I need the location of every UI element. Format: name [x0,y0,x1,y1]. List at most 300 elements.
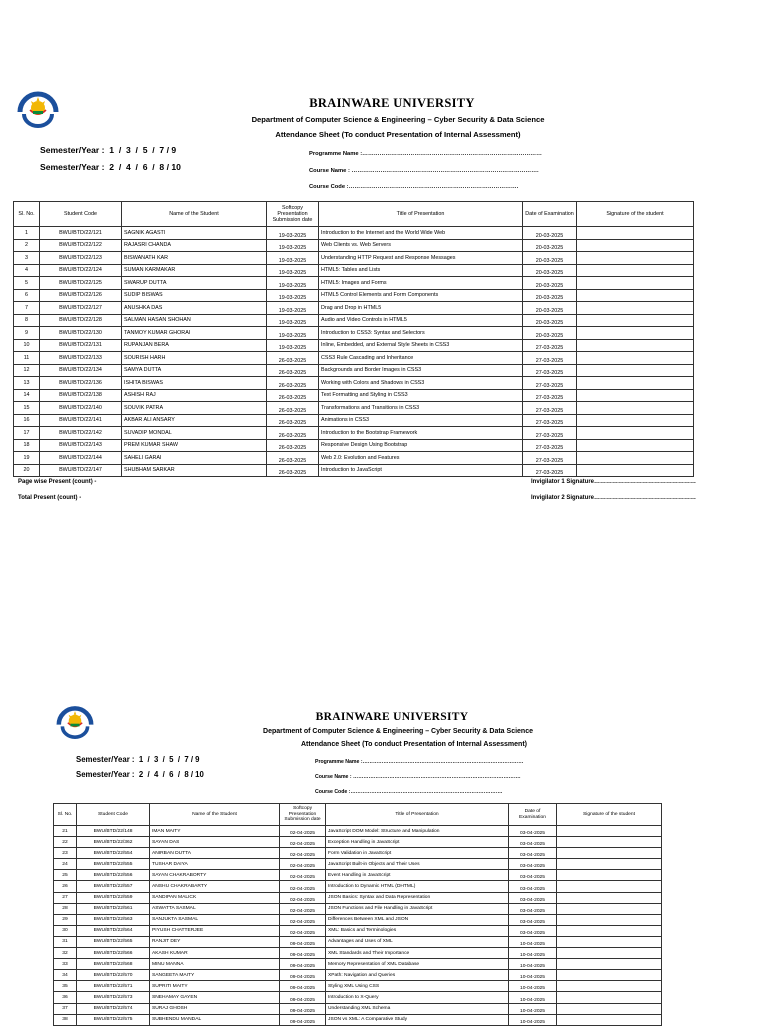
submission-date: 09-04-2025 [280,959,326,970]
presentation-title: Introduction to the Bootstrap Framework [319,427,523,440]
submission-date: 02-04-2025 [280,848,326,859]
exam-date: 20-03-2025 [523,314,577,327]
submission-date: 26-03-2025 [267,452,319,465]
serial-number: 6 [14,289,40,302]
student-name: SANGEETA MAITY [150,970,280,981]
exam-date: 03-04-2025 [509,881,557,892]
presentation-title: HTML5: Tables and Lists [319,264,523,277]
presentation-title: Introduction to JavaScript [319,464,523,477]
presentation-title: Working with Colors and Shadows in CSS3 [319,377,523,390]
presentation-title: Inline, Embedded, and External Style Sheets in CSS3 [319,339,523,352]
exam-date: 20-03-2025 [523,277,577,290]
submission-date: 26-03-2025 [267,352,319,365]
presentation-title: Text Formatting and Styling in CSS3 [319,389,523,402]
signature-cell [557,848,662,859]
table-row [14,339,694,352]
exam-date: 03-04-2025 [509,925,557,936]
student-code: BWU/BTD/22/571 [77,981,150,992]
presentation-title: JavaScript DOM Model: Structure and Manipulation [326,826,509,837]
presentation-title: Advantages and Uses of XML [326,936,509,947]
student-name: AKBAR ALI ANSARY [122,414,267,427]
invigilator-1-signature: Invigilator 1 Signature…………………………………………… [531,479,697,485]
exam-date: 20-03-2025 [523,327,577,340]
submission-date: 09-04-2025 [280,948,326,959]
table-row [14,314,694,327]
student-code: BWU/BTD/22/130 [40,327,122,340]
serial-number: 15 [14,402,40,415]
student-code: BWU/BTD/22/573 [77,992,150,1003]
student-name: SALMAN HASAN SHOHAN [122,314,267,327]
signature-cell [577,377,694,390]
submission-date: 02-04-2025 [280,914,326,925]
table-row [14,227,694,240]
student-name: ANSHU CHAKRABARTY [150,881,280,892]
student-name: SANJUKTA SASMAL [150,914,280,925]
submission-date: 26-03-2025 [267,414,319,427]
serial-number: 34 [54,970,77,981]
submission-date: 02-04-2025 [280,837,326,848]
student-name: SUDIP BISWAS [122,289,267,302]
serial-number: 12 [14,364,40,377]
exam-date: 27-03-2025 [523,389,577,402]
exam-date: 20-03-2025 [523,289,577,302]
submission-date: 19-03-2025 [267,314,319,327]
programme-name-field: Programme Name :………………………………………………………………………………… [309,151,542,157]
student-name: RUPANJAN BERA [122,339,267,352]
student-code: BWU/BTD/22/127 [40,302,122,315]
exam-date: 10-04-2025 [509,1003,557,1014]
column-header: Title of Presentation [326,804,509,826]
serial-number: 13 [14,377,40,390]
table-row [14,352,694,365]
student-name: PIYUSH CHATTERJEE [150,925,280,936]
exam-date: 10-04-2025 [509,936,557,947]
presentation-title: Form Validation in JavaScript [326,848,509,859]
serial-number: 37 [54,1003,77,1014]
serial-number: 19 [14,452,40,465]
student-name: RANJIT DEY [150,936,280,947]
table-row [54,892,662,903]
serial-number: 17 [14,427,40,440]
signature-cell [577,364,694,377]
programme-name-field: Programme Name :………………………………………………………………………………… [315,759,524,765]
signature-cell [557,892,662,903]
column-header: Signature of the student [577,202,694,227]
student-code: BWU/BTD/22/121 [40,227,122,240]
submission-date: 09-04-2025 [280,936,326,947]
student-name: BISWANATH KAR [122,252,267,265]
signature-cell [577,302,694,315]
submission-date: 26-03-2025 [267,427,319,440]
student-name: SUPRITI MAITY [150,981,280,992]
student-name: SHUBHAM SARKAR [122,464,267,477]
page-wise-present-label: Page wise Present (count) - [18,479,97,485]
table-row [54,925,662,936]
serial-number: 5 [14,277,40,290]
course-code-field: Course Code :……………………………………………………………………………. [309,184,519,190]
table-row [14,452,694,465]
signature-cell [557,959,662,970]
exam-date: 03-04-2025 [509,859,557,870]
submission-date: 09-04-2025 [280,981,326,992]
signature-cell [577,227,694,240]
submission-date: 19-03-2025 [267,277,319,290]
exam-date: 20-03-2025 [523,252,577,265]
submission-date: 26-03-2025 [267,389,319,402]
student-code: BWU/BTD/22/561 [77,903,150,914]
serial-number: 32 [54,948,77,959]
table-row [54,992,662,1003]
student-code: BWU/BTD/22/143 [40,439,122,452]
serial-number: 33 [54,959,77,970]
presentation-title: HTML5: Images and Forms [319,277,523,290]
presentation-title: Web 2.0: Evolution and Features [319,452,523,465]
student-name: SOUVIK PATRA [122,402,267,415]
serial-number: 27 [54,892,77,903]
signature-cell [557,981,662,992]
presentation-title: JSON Basics: Syntax and Data Representation [326,892,509,903]
student-name: SAYAN CHAKRABORTY [150,870,280,881]
student-code: BWU/BTD/22/555 [77,859,150,870]
submission-date: 02-04-2025 [280,859,326,870]
exam-date: 20-03-2025 [523,239,577,252]
serial-number: 28 [54,903,77,914]
exam-date: 10-04-2025 [509,981,557,992]
signature-cell [577,389,694,402]
department-title: Department of Computer Science & Engineering – Cyber Security & Data Science [263,728,533,735]
submission-date: 02-04-2025 [280,826,326,837]
signature-cell [577,277,694,290]
presentation-title: CSS3 Rule Cascading and Inheritance [319,352,523,365]
serial-number: 38 [54,1014,77,1025]
table-row [14,302,694,315]
signature-cell [577,414,694,427]
presentation-title: Introduction to Dynamic HTML (DHTML) [326,881,509,892]
submission-date: 19-03-2025 [267,289,319,302]
submission-date: 02-04-2025 [280,903,326,914]
table-row [14,389,694,402]
serial-number: 22 [54,837,77,848]
university-name: BRAINWARE UNIVERSITY [315,711,469,723]
presentation-title: XPath: Navigation and Queries [326,970,509,981]
student-code: BWU/BTD/22/131 [40,339,122,352]
exam-date: 03-04-2025 [509,837,557,848]
university-name: BRAINWARE UNIVERSITY [309,96,475,110]
student-code: BWU/BTD/22/142 [40,427,122,440]
exam-date: 27-03-2025 [523,414,577,427]
signature-cell [557,936,662,947]
presentation-title: Understanding HTTP Request and Response Messages [319,252,523,265]
student-code: BWU/BTD/22/148 [77,826,150,837]
table-row [54,1003,662,1014]
student-code: BWU/BTD/22/559 [77,892,150,903]
serial-number: 25 [54,870,77,881]
exam-date: 27-03-2025 [523,377,577,390]
submission-date: 19-03-2025 [267,327,319,340]
submission-date: 19-03-2025 [267,252,319,265]
student-code: BWU/BTD/22/362 [77,837,150,848]
signature-cell [577,452,694,465]
student-name: SAHELI GARAI [122,452,267,465]
presentation-title: Differences Between XML and JSON [326,914,509,925]
presentation-title: Animations in CSS3 [319,414,523,427]
serial-number: 31 [54,936,77,947]
attendance-table [53,803,662,1026]
serial-number: 30 [54,925,77,936]
submission-date: 26-03-2025 [267,377,319,390]
signature-cell [557,925,662,936]
column-header: Student Code [77,804,150,826]
presentation-title: Styling XML Using CSS [326,981,509,992]
presentation-title: JSON Functions and File Handling in JavaScript [326,903,509,914]
exam-date: 03-04-2025 [509,848,557,859]
serial-number: 26 [54,881,77,892]
student-name: IMAN MAITY [150,826,280,837]
exam-date: 20-03-2025 [523,264,577,277]
table-row [54,936,662,947]
table-row [54,826,662,837]
student-name: TUSHAR DAIYA [150,859,280,870]
serial-number: 23 [54,848,77,859]
student-code: BWU/BTD/22/123 [40,252,122,265]
student-code: BWU/BTD/22/140 [40,402,122,415]
signature-cell [557,859,662,870]
serial-number: 16 [14,414,40,427]
submission-date: 26-03-2025 [267,439,319,452]
signature-cell [557,1003,662,1014]
column-header: Signature of the student [557,804,662,826]
student-code: BWU/BTD/22/557 [77,881,150,892]
presentation-title: Introduction to the Internet and the World Wide Web [319,227,523,240]
student-name: SURAJ GHOSH [150,1003,280,1014]
student-name: ANIRBAN DUTTA [150,848,280,859]
student-name: SAGNIK AGASTI [122,227,267,240]
table-row [14,439,694,452]
column-header: Softcopy Presentation Submission date [267,202,319,227]
signature-cell [557,914,662,925]
presentation-title: Introduction to CSS3: Syntax and Selectors [319,327,523,340]
student-code: BWU/BTD/22/566 [77,948,150,959]
course-name-field: Course Name : ……………………………………………………………………………………. [315,774,521,780]
student-code: BWU/BTD/22/136 [40,377,122,390]
table-row [54,948,662,959]
serial-number: 7 [14,302,40,315]
exam-date: 03-04-2025 [509,914,557,925]
student-name: SANDIPAN MALICK [150,892,280,903]
student-code: BWU/BTD/22/147 [40,464,122,477]
table-header-row [54,804,662,826]
serial-number: 20 [14,464,40,477]
table-row [14,464,694,477]
presentation-title: Transformations and Transitions in CSS3 [319,402,523,415]
table-row [54,970,662,981]
presentation-title: JavaScript Built-in Objects and Their Uses [326,859,509,870]
student-name: SAYAN DAS [150,837,280,848]
signature-cell [577,252,694,265]
signature-cell [577,402,694,415]
exam-date: 20-03-2025 [523,227,577,240]
serial-number: 21 [54,826,77,837]
submission-date: 26-03-2025 [267,364,319,377]
student-name: SAMYA DUTTA [122,364,267,377]
presentation-title: Introduction to X-Query [326,992,509,1003]
exam-date: 10-04-2025 [509,970,557,981]
presentation-title: XML Standards and Their Importance [326,948,509,959]
table-row [54,903,662,914]
presentation-title: Responsive Design Using Bootstrap [319,439,523,452]
presentation-title: XML: Basics and Terminologies [326,925,509,936]
serial-number: 10 [14,339,40,352]
department-title: Department of Computer Science & Engineering – Cyber Security & Data Science [251,115,545,124]
semester-odd: Semester/Year : 1 / 3 / 5 / 7 / 9 [76,755,200,764]
submission-date: 09-04-2025 [280,970,326,981]
column-header: Sl. No. [14,202,40,227]
serial-number: 4 [14,264,40,277]
column-header: Name of the Student [122,202,267,227]
table-row [14,277,694,290]
presentation-title: JSON vs XML: A Comparative Study [326,1014,509,1025]
column-header: Sl. No. [54,804,77,826]
table-row [14,239,694,252]
submission-date: 19-03-2025 [267,227,319,240]
table-row [14,264,694,277]
submission-date: 26-03-2025 [267,402,319,415]
student-name: SNEHAMAY GAYEN [150,992,280,1003]
exam-date: 10-04-2025 [509,948,557,959]
serial-number: 8 [14,314,40,327]
serial-number: 24 [54,859,77,870]
exam-date: 10-04-2025 [509,959,557,970]
invigilator-2-signature: Invigilator 2 Signature…………………………………………… [531,495,697,501]
student-code: BWU/BTD/22/125 [40,277,122,290]
submission-date: 09-04-2025 [280,1014,326,1025]
column-header: Name of the Student [150,804,280,826]
student-name: ISHITA BISWAS [122,377,267,390]
table-row [54,881,662,892]
student-code: BWU/BTD/22/128 [40,314,122,327]
serial-number: 1 [14,227,40,240]
presentation-title: Memory Representation of XML Database [326,959,509,970]
student-name: MINU MANNA [150,959,280,970]
serial-number: 29 [54,914,77,925]
submission-date: 19-03-2025 [267,339,319,352]
student-code: BWU/BTD/22/574 [77,1003,150,1014]
serial-number: 18 [14,439,40,452]
column-header: Date of Examination [509,804,557,826]
semester-odd: Semester/Year : 1 / 3 / 5 / 7 / 9 [40,145,177,155]
serial-number: 3 [14,252,40,265]
student-name: ANUSHKA DAS [122,302,267,315]
submission-date: 02-04-2025 [280,881,326,892]
submission-date: 19-03-2025 [267,302,319,315]
student-name: ASHISH RAJ [122,389,267,402]
signature-cell [577,327,694,340]
course-name-field: Course Name : ……………………………………………………………………………………. [309,168,539,174]
serial-number: 35 [54,981,77,992]
student-code: BWU/BTD/22/568 [77,959,150,970]
signature-cell [577,464,694,477]
serial-number: 2 [14,239,40,252]
table-row [54,848,662,859]
exam-date: 03-04-2025 [509,870,557,881]
submission-date: 02-04-2025 [280,892,326,903]
exam-date: 03-04-2025 [509,903,557,914]
student-name: SWARUP DUTTA [122,277,267,290]
student-code: BWU/BTD/22/122 [40,239,122,252]
signature-cell [577,239,694,252]
signature-cell [577,439,694,452]
student-name: PREM KUMAR SHAW [122,439,267,452]
serial-number: 9 [14,327,40,340]
exam-date: 10-04-2025 [509,1014,557,1025]
signature-cell [557,881,662,892]
submission-date: 09-04-2025 [280,1003,326,1014]
exam-date: 27-03-2025 [523,439,577,452]
presentation-title: Audio and Video Controls in HTML5 [319,314,523,327]
student-name: SUVADIP MONDAL [122,427,267,440]
student-name: ASWATTA SASMAL [150,903,280,914]
exam-date: 27-03-2025 [523,427,577,440]
signature-cell [577,427,694,440]
signature-cell [557,970,662,981]
signature-cell [577,352,694,365]
student-code: BWU/BTD/22/575 [77,1014,150,1025]
student-code: BWU/BTD/22/564 [77,925,150,936]
submission-date: 02-04-2025 [280,925,326,936]
signature-cell [577,264,694,277]
submission-date: 09-04-2025 [280,992,326,1003]
exam-date: 10-04-2025 [509,992,557,1003]
presentation-title: Exception Handling in JavaScript [326,837,509,848]
signature-cell [557,903,662,914]
total-present-label: Total Present (count) - [18,495,82,501]
serial-number: 14 [14,389,40,402]
student-code: BWU/BTD/22/565 [77,936,150,947]
exam-date: 27-03-2025 [523,339,577,352]
submission-date: 19-03-2025 [267,264,319,277]
signature-cell [577,339,694,352]
signature-cell [557,992,662,1003]
student-name: RAJASRI CHANDA [122,239,267,252]
table-row [54,981,662,992]
signature-cell [577,289,694,302]
submission-date: 02-04-2025 [280,870,326,881]
signature-cell [557,837,662,848]
exam-date: 03-04-2025 [509,826,557,837]
exam-date: 27-03-2025 [523,464,577,477]
course-code-field: Course Code :……………………………………………………………………………. [315,789,503,795]
presentation-title: Event Handling in JavaScript [326,870,509,881]
sheet-title: Attendance Sheet (To conduct Presentation of Internal Assessment) [301,741,527,748]
table-row [54,859,662,870]
table-row [54,914,662,925]
student-code: BWU/BTD/22/556 [77,870,150,881]
exam-date: 20-03-2025 [523,302,577,315]
semester-even: Semester/Year : 2 / 4 / 6 / 8 / 10 [40,162,181,172]
exam-date: 03-04-2025 [509,892,557,903]
student-name: AKASH KUMAR [150,948,280,959]
presentation-title: HTML5 Control Elements and Form Components [319,289,523,302]
student-name: TANMOY KUMAR GHORAI [122,327,267,340]
presentation-title: Drag and Drop in HTML5 [319,302,523,315]
student-name: SUMAN KARMAKAR [122,264,267,277]
student-code: BWU/BTD/22/554 [77,848,150,859]
column-header: Student Code [40,202,122,227]
table-header-row [14,202,694,227]
attendance-table [13,201,694,477]
student-code: BWU/BTD/22/124 [40,264,122,277]
serial-number: 11 [14,352,40,365]
